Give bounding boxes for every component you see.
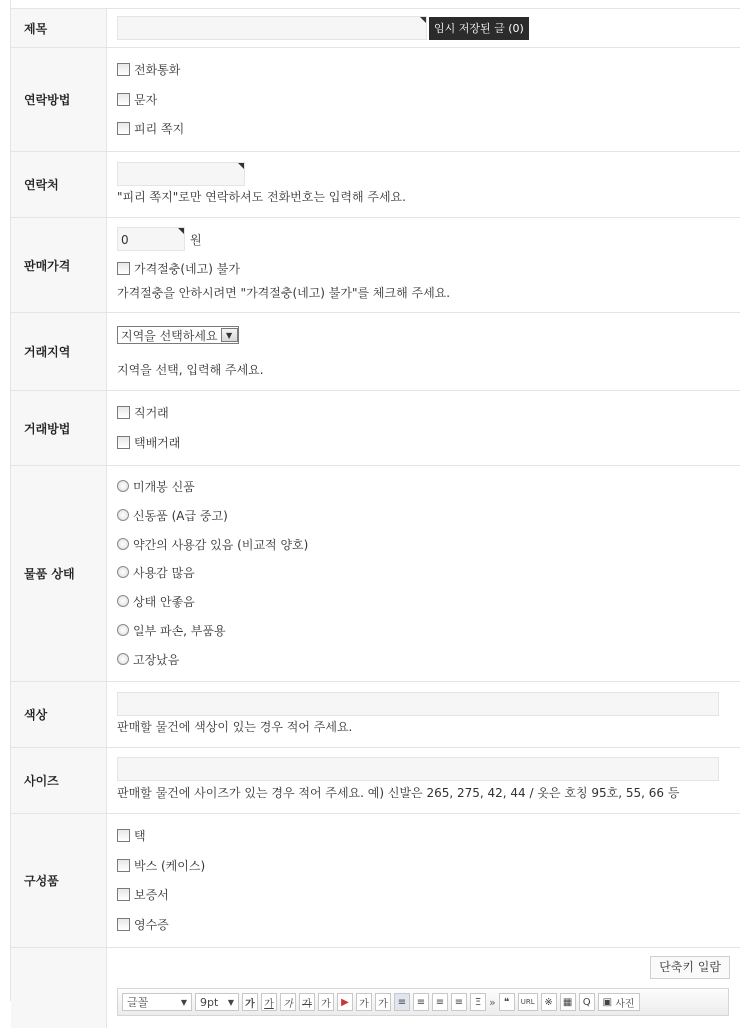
align-center-button[interactable]: ≡: [413, 993, 429, 1011]
region-label: 거래지역: [11, 313, 107, 390]
chevron-down-icon: ▼: [227, 997, 234, 1007]
contact-method-option-sms[interactable]: 문자: [117, 90, 157, 108]
condition-option[interactable]: 고장났음: [117, 650, 179, 668]
trade-method-option-direct[interactable]: 직거래: [117, 403, 169, 421]
write-form: [10, 0, 739, 1010]
size-input[interactable]: [117, 757, 719, 781]
checkbox[interactable]: [117, 888, 130, 901]
shortcut-list-button[interactable]: 단축키 일람: [650, 956, 730, 979]
radio[interactable]: [117, 509, 129, 521]
row-size: [11, 748, 740, 814]
editor-toolbar: [117, 988, 729, 1016]
photo-icon: ▣: [602, 996, 613, 1008]
align-right-button[interactable]: ≡: [432, 993, 448, 1011]
align-left-button[interactable]: ≡: [394, 993, 410, 1011]
region-select[interactable]: 지역을 선택하세요 ▼: [117, 326, 239, 344]
condition-option[interactable]: 미개봉 신품: [117, 477, 195, 495]
color-help: 판매할 물건에 색상이 있는 경우 적어 주세요.: [117, 720, 353, 734]
row-trade-method: [11, 391, 740, 466]
checkbox[interactable]: [117, 122, 130, 135]
checkbox[interactable]: [117, 859, 130, 872]
italic-button[interactable]: 가: [280, 993, 296, 1011]
font-select[interactable]: 글꼴 ▼: [122, 993, 192, 1011]
chevron-down-icon: ▼: [180, 997, 187, 1007]
row-editor: [11, 948, 740, 1028]
radio[interactable]: [117, 480, 129, 492]
size-select[interactable]: 9pt ▼: [195, 993, 239, 1011]
checkbox[interactable]: [117, 918, 130, 931]
radio[interactable]: [117, 538, 129, 550]
radio[interactable]: [117, 595, 129, 607]
text-color-button[interactable]: 가: [318, 993, 334, 1011]
trade-method-label: 거래방법: [11, 391, 107, 465]
temp-saved-button[interactable]: 임시 저장된 글 (0): [429, 17, 529, 40]
table-icon[interactable]: ▦: [560, 993, 576, 1011]
checkbox[interactable]: [117, 93, 130, 106]
no-nego-option[interactable]: 가격절충(네고) 불가: [117, 259, 240, 277]
condition-label: 물품 상태: [11, 466, 107, 681]
dropdown-arrow-icon[interactable]: ▼: [221, 328, 238, 342]
components-option-warranty[interactable]: 보증서: [117, 885, 169, 903]
checkbox[interactable]: [117, 406, 130, 419]
condition-option[interactable]: 신동품 (A급 중고): [117, 506, 228, 524]
contact-help: "피리 쪽지"로만 연락하셔도 전화번호는 입력해 주세요.: [117, 190, 406, 204]
checkbox[interactable]: [117, 63, 130, 76]
price-help: 가격절충을 안하시려면 "가격절충(네고) 불가"를 체크해 주세요.: [117, 286, 451, 300]
price-input[interactable]: 0: [117, 227, 185, 251]
radio[interactable]: [117, 624, 129, 636]
region-help: 지역을 선택, 입력해 주세요.: [117, 363, 264, 377]
superscript-button[interactable]: 가: [356, 993, 372, 1011]
radio[interactable]: [117, 566, 129, 578]
row-title: [11, 8, 740, 48]
components-option-receipt[interactable]: 영수증: [117, 915, 169, 933]
underline-button[interactable]: 가: [261, 993, 277, 1011]
line-height-button[interactable]: Ξ: [470, 993, 486, 1011]
components-label: 구성품: [11, 814, 107, 947]
more-icon[interactable]: »: [489, 995, 496, 1009]
condition-option[interactable]: 사용감 많음: [117, 563, 195, 581]
url-button[interactable]: URL: [518, 993, 538, 1011]
align-justify-button[interactable]: ≡: [451, 993, 467, 1011]
components-option-box[interactable]: 박스 (케이스): [117, 856, 205, 874]
row-contact: [11, 152, 740, 218]
row-price: [11, 218, 740, 313]
checkbox[interactable]: [117, 829, 130, 842]
contact-method-option-message[interactable]: 피리 쪽지: [117, 119, 184, 137]
trade-method-option-delivery[interactable]: 택배거래: [117, 433, 180, 451]
quote-button[interactable]: ❝: [499, 993, 515, 1011]
price-label: 판매가격: [11, 218, 107, 312]
title-input[interactable]: [117, 16, 427, 40]
radio[interactable]: [117, 653, 129, 665]
price-unit: 원: [190, 233, 202, 247]
contact-method-option-phone[interactable]: 전화통화: [117, 60, 180, 78]
color-label: 색상: [11, 682, 107, 747]
special-char-button[interactable]: ※: [541, 993, 557, 1011]
size-label: 사이즈: [11, 748, 107, 813]
checkbox[interactable]: [117, 436, 130, 449]
editor-label: [11, 948, 107, 1028]
row-condition: [11, 466, 740, 682]
contact-method-label: 연락방법: [11, 48, 107, 151]
highlight-icon[interactable]: ▶: [337, 993, 353, 1011]
contact-input[interactable]: [117, 162, 245, 186]
checkbox[interactable]: [117, 262, 130, 275]
photo-button[interactable]: ▣ 사진: [598, 993, 640, 1011]
color-input[interactable]: [117, 692, 719, 716]
condition-option[interactable]: 상태 안좋음: [117, 592, 195, 610]
subscript-button[interactable]: 가: [375, 993, 391, 1011]
condition-option[interactable]: 약간의 사용감 있음 (비교적 양호): [117, 535, 308, 553]
row-components: [11, 814, 740, 948]
title-label: 제목: [11, 9, 107, 47]
condition-option[interactable]: 일부 파손, 부품용: [117, 621, 226, 639]
bold-button[interactable]: 가: [242, 993, 258, 1011]
row-region: [11, 313, 740, 391]
row-contact-method: [11, 48, 740, 152]
size-help: 판매할 물건에 사이즈가 있는 경우 적어 주세요. 예) 신발은 265, 275, 42, 44 / 옷은 호칭 95호, 55, 66 등: [117, 786, 680, 800]
strike-button[interactable]: 가: [299, 993, 315, 1011]
search-icon[interactable]: Q: [579, 993, 595, 1011]
row-color: [11, 682, 740, 748]
contact-label: 연락처: [11, 152, 107, 217]
components-option-tag[interactable]: 택: [117, 826, 146, 844]
